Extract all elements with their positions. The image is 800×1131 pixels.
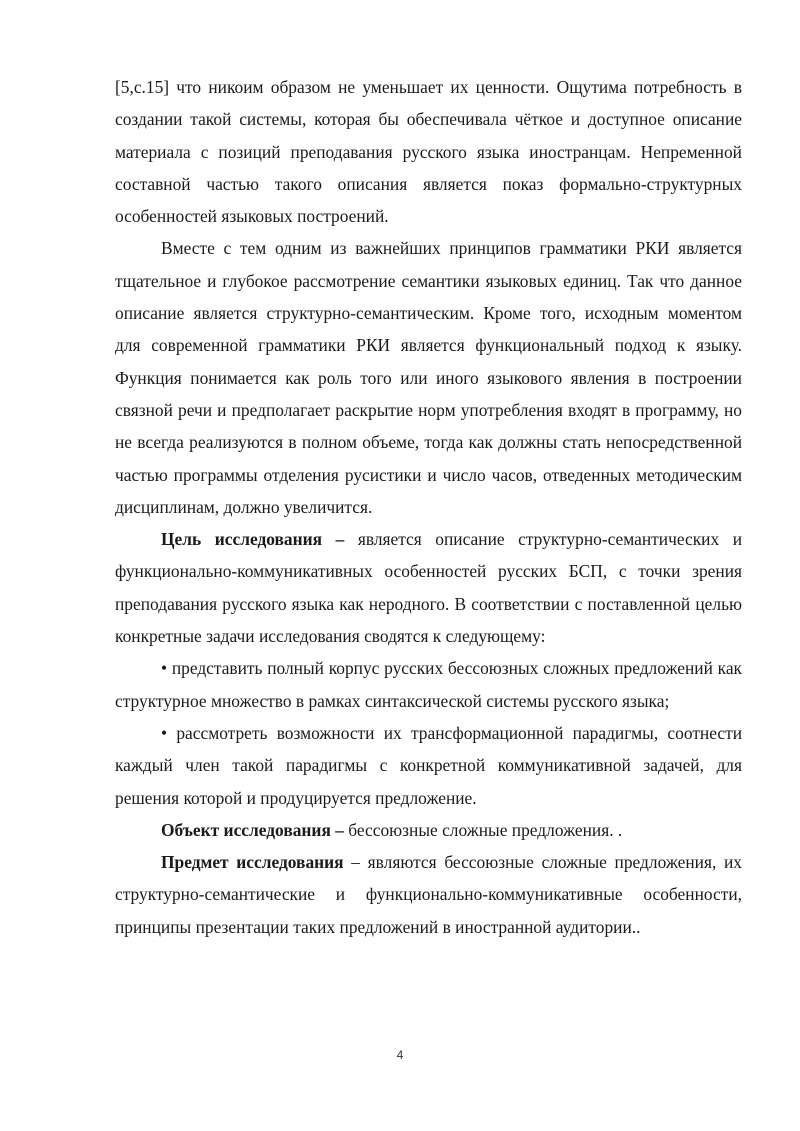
paragraph-object — [115, 814, 742, 846]
goal-label: Цель исследования – — [161, 529, 345, 550]
object-text: бессоюзные сложные предложения. . — [343, 819, 623, 840]
subject-label: Предмет исследования — [161, 852, 344, 873]
page-number: 4 — [396, 1048, 404, 1062]
paragraph-subject — [115, 846, 742, 943]
paragraph-intro: [5,с.15] что никоим образом не уменьшает их ценности. Ощутима потребность в создании такой системы, которая бы обеспечивала чёткое и доступное описание материала с позиций преподавания русского языка иностранцам. Непременной составной частью такого описания является показ формально-структурных особенностей языковых построений. — [115, 77, 742, 227]
paragraph-goal — [115, 523, 742, 652]
bullet-task-1: • представить полный корпус русских бессоюзных сложных предложений как структурное множество в рамках синтаксической системы русского языка; — [115, 658, 742, 711]
bullet-task-2: • рассмотреть возможности их трансформационной парадигмы, соотнести каждый член такой парадигмы с конкретной коммуникативной задачей, для решения которой и продуцируется предложение. — [115, 722, 742, 808]
page-body — [115, 71, 742, 943]
subject-text: – являются бессоюзные сложные предложения, их структурно-семантические и функционально-коммуникативные особенности, принципы презентации таких предложений в иностранной аудитории.. — [115, 852, 742, 937]
paragraph-grammar: Вместе с тем одним из важнейших принципов грамматики РКИ является тщательное и глубокое рассмотрение семантики языковых единиц. Так что данное описание является структурно-семантическим. Кроме того, исходным моментом для современной грамматики РКИ является функциональный подход к языку. Функция понимается как роль того или иного языкового явления в построении связной речи и предполагает раскрытие норм употребления входят в программу, но не всегда реализуются в полном объеме, тогда как должны стать непосредственной частью программы отделения русистики и число часов, отведенных методическим дисциплинам, должно увеличится. — [115, 238, 742, 517]
goal-text: является описание структурно-семантических и функционально-коммуникативных особенностей русских БСП, с точки зрения преподавания русского языка как неродного. В соответствии с поставленной целью конкретные задачи исследования сводятся к следующему: — [115, 529, 742, 647]
object-label: Объект исследования – — [161, 819, 344, 840]
